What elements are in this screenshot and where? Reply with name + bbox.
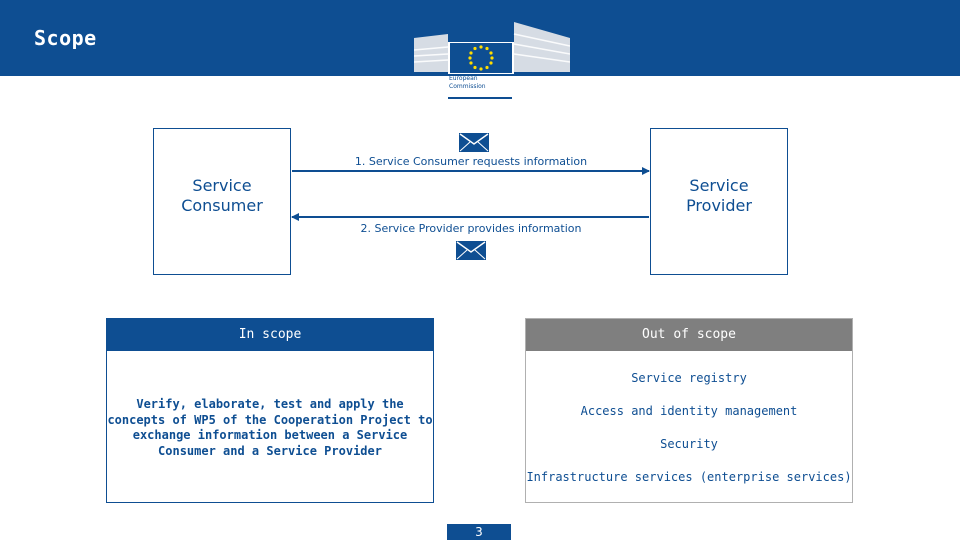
logo-caption-line-1: European [449,75,478,82]
slide-title: Scope [34,26,97,50]
out-of-scope-item: Security [660,437,718,451]
out-of-scope-item: Service registry [631,371,747,385]
in-scope-description: Verify, elaborate, test and apply the concepts of WP5 of the Cooperation Project to exchange information between a Service Consumer and a Service Provider [107,397,433,458]
out-of-scope-box [525,318,853,503]
logo-caption-line-2: Commission [449,83,486,90]
envelope-icon [459,133,489,152]
page-number: 3 [447,524,511,540]
out-of-scope-header: Out of scope [526,319,852,351]
service-consumer-label: Service Consumer [181,176,263,215]
out-of-scope-item: Access and identity management [580,404,798,418]
in-scope-box [106,318,434,503]
out-of-scope-item: Infrastructure services (enterprise services) [526,470,852,484]
response-message-label: 2. Service Provider provides information [360,222,582,235]
request-message-label: 1. Service Consumer requests information [354,155,588,168]
envelope-icon [456,241,486,260]
logo-caption [449,75,515,91]
service-provider-label: Service Provider [686,176,752,215]
in-scope-header: In scope [107,319,433,351]
